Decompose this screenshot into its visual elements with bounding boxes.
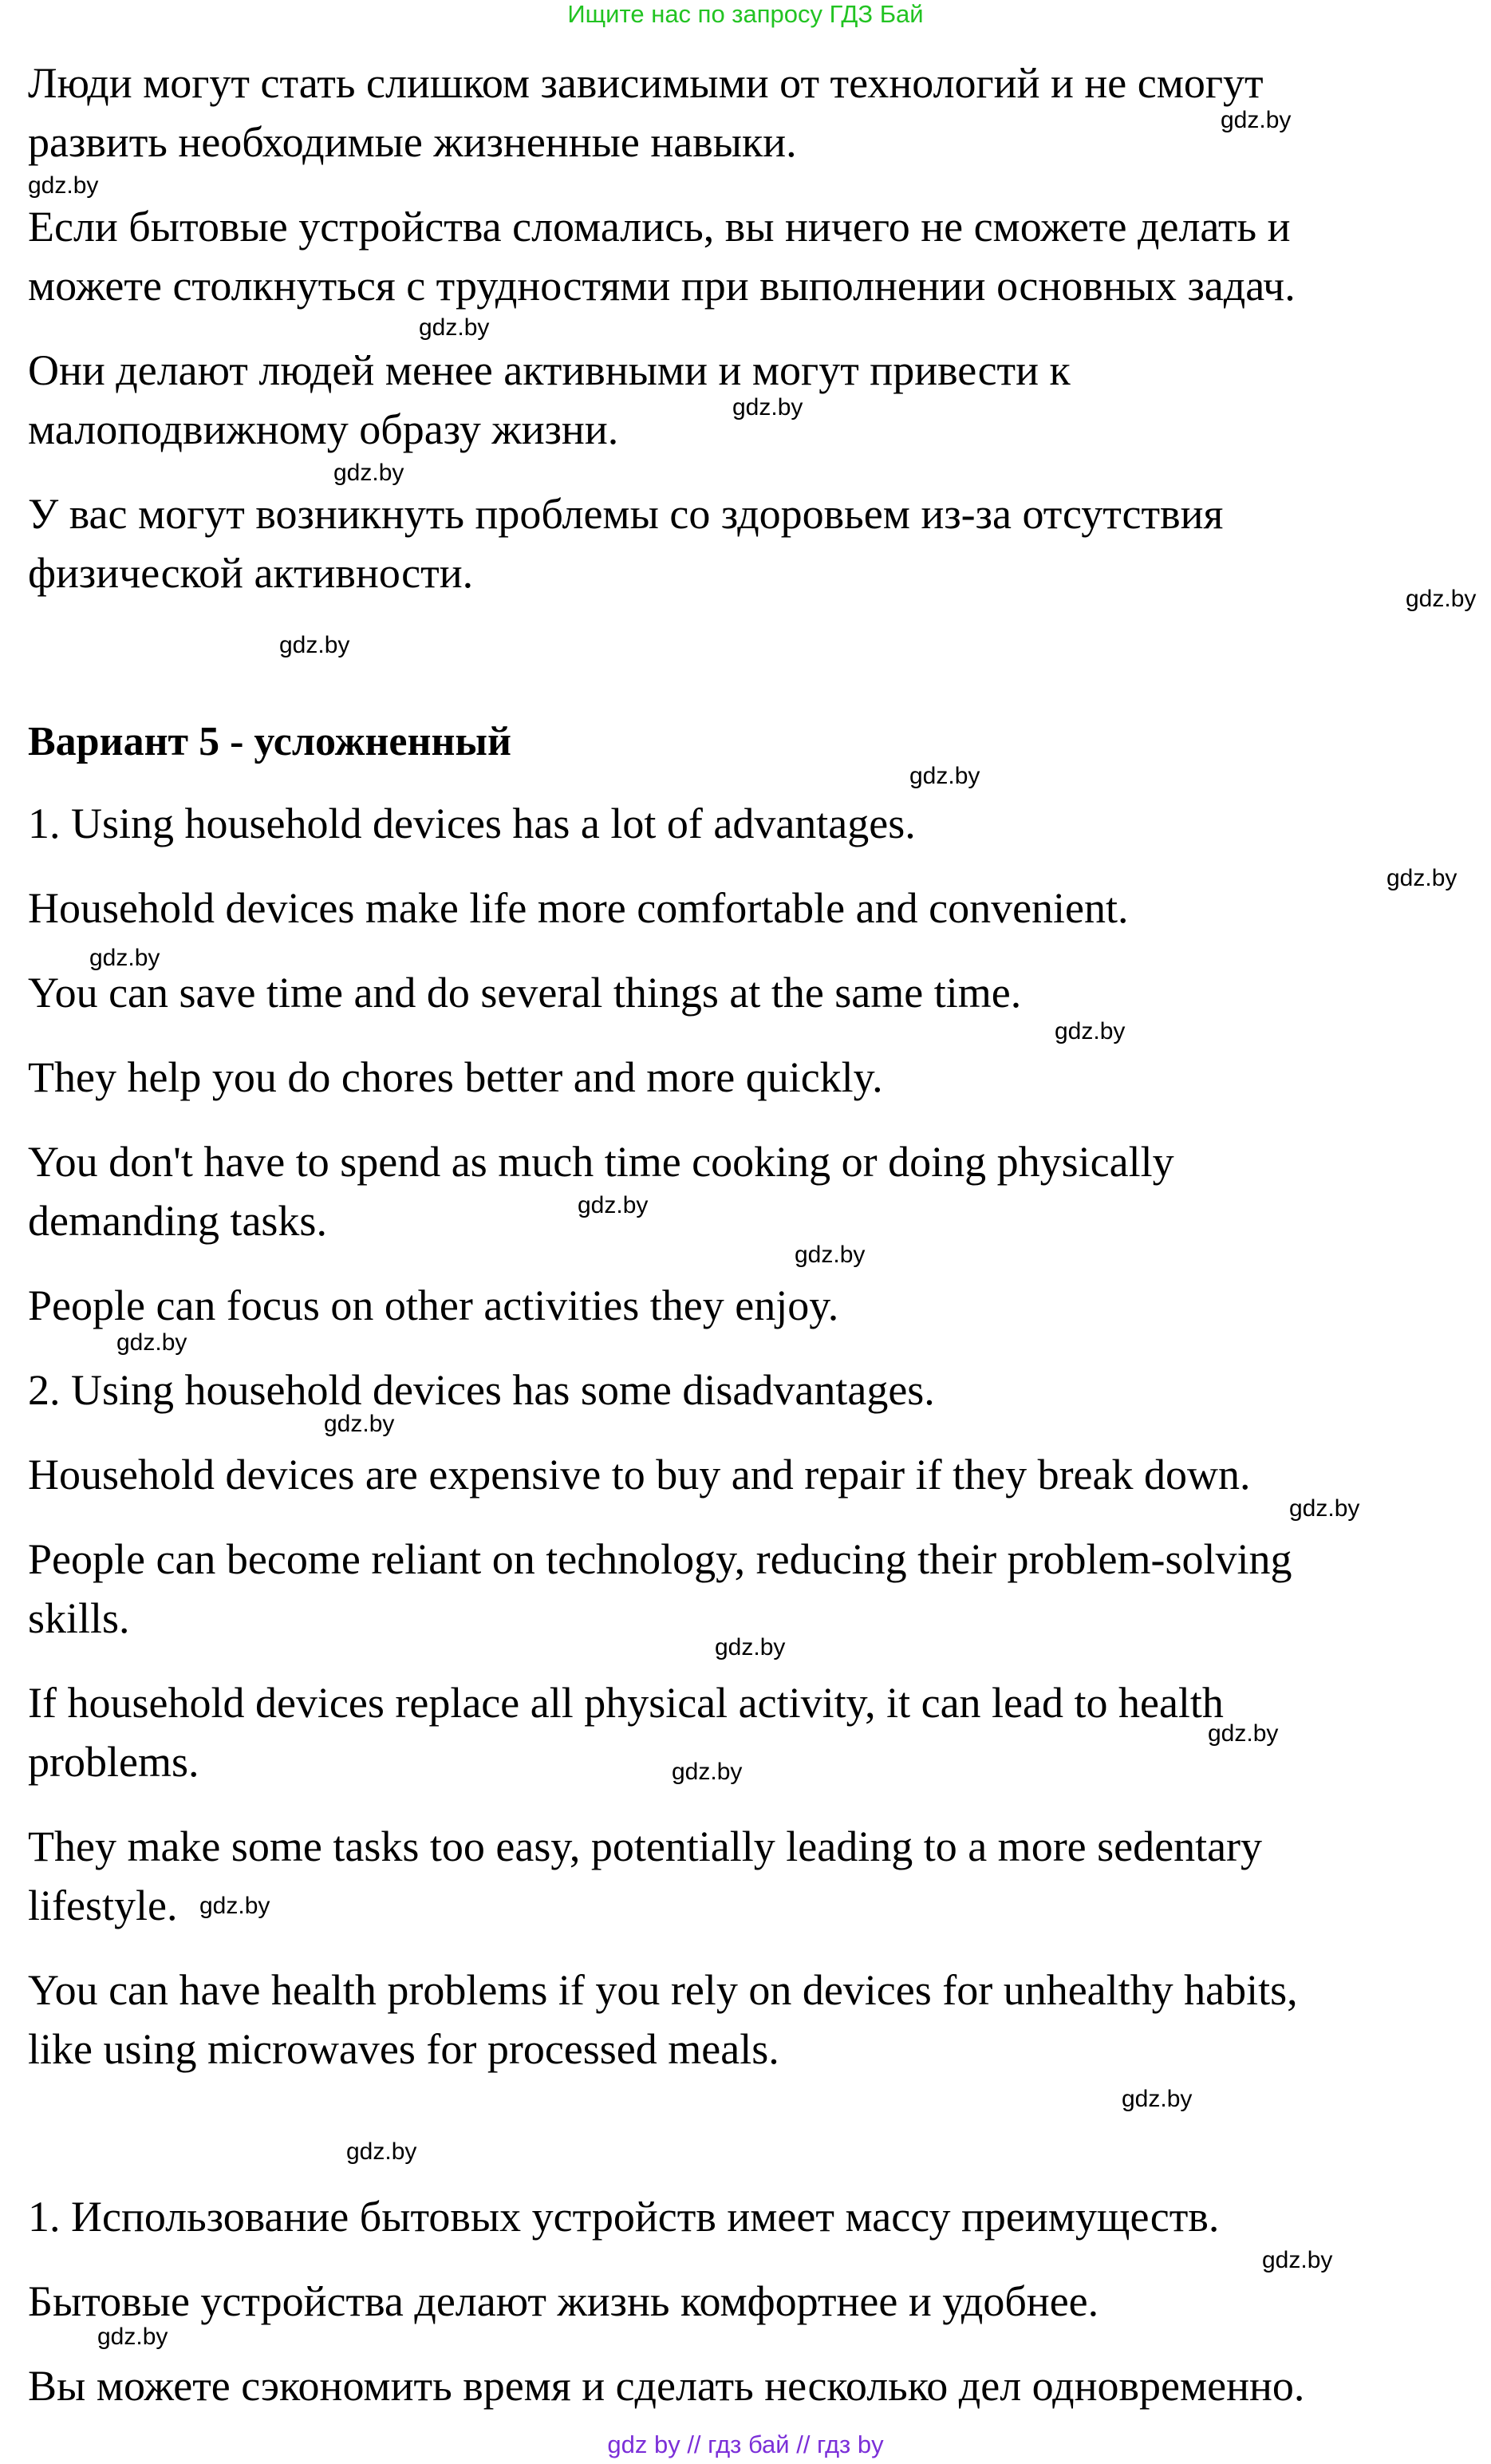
paragraph-line: People can become reliant on technology, reducing their problem-solving [28,1535,1292,1583]
paragraph-line: You can have health problems if you rely on devices for unhealthy habits, [28,1966,1298,2014]
watermark: gdz.by [324,1411,395,1437]
paragraph-line: Бытовые устройства делают жизнь комфортнее и удобнее. [28,2277,1099,2325]
paragraph-line: Люди могут стать слишком зависимыми от технологий и не смогут [28,59,1264,107]
paragraph-line: 1. Использование бытовых устройств имеет массу преимуществ. [28,2193,1220,2241]
paragraph-line: like using microwaves for processed meals. [28,2025,779,2073]
search-hint-link[interactable]: Ищите нас по запросу ГДЗ Бай [567,0,924,28]
paragraph-line: problems. [28,1738,199,1786]
watermark: gdz.by [715,1634,786,1660]
paragraph-line: demanding tasks. [28,1197,327,1245]
paragraph-line: If household devices replace all physical activity, it can lead to health [28,1679,1224,1727]
paragraph-line: You can save time and do several things at the same time. [28,969,1022,1017]
paragraph-line: развить необходимые жизненные навыки. [28,118,797,166]
watermark: gdz.by [672,1759,743,1785]
paragraph-line: skills. [28,1594,130,1642]
paragraph-line: 1. Using household devices has a lot of advantages. [28,800,916,847]
watermark: gdz.by [1055,1018,1126,1044]
watermark: gdz.by [1262,2247,1333,2273]
watermark: gdz.by [1122,2086,1193,2112]
paragraph-line: Если бытовые устройства сломались, вы ничего не сможете делать и [28,203,1291,251]
watermark: gdz.by [1386,865,1457,891]
paragraph-line: можете столкнуться с трудностями при выполнении основных задач. [28,262,1296,310]
paragraph-line: Они делают людей менее активными и могут привести к [28,346,1071,394]
paragraph-line: They help you do chores better and more quickly. [28,1053,883,1101]
watermark: gdz.by [279,632,350,658]
watermark: gdz.by [1289,1495,1360,1522]
section-heading: Вариант 5 - усложненный [28,719,511,764]
watermark: gdz.by [1406,586,1477,612]
footer-links[interactable]: gdz by // гдз бай // гдз by [607,2430,884,2458]
watermark: gdz.by [1221,107,1292,133]
watermark: gdz.by [333,460,404,486]
watermark: gdz.by [28,172,99,199]
paragraph-line: физической активности. [28,549,474,597]
paragraph-line: You don't have to spend as much time cooking or doing physically [28,1138,1174,1186]
paragraph-line: They make some tasks too easy, potentially leading to a more sedentary [28,1822,1263,1870]
paragraph-line: 2. Using household devices has some disadvantages. [28,1366,935,1414]
watermark: gdz.by [89,945,160,971]
paragraph-line: У вас могут возникнуть проблемы со здоровьем из-за отсутствия [28,490,1224,538]
paragraph-line: lifestyle. [28,1882,178,1929]
watermark: gdz.by [578,1192,649,1218]
watermark: gdz.by [732,394,803,421]
paragraph-line: Household devices make life more comfortable and convenient. [28,884,1129,932]
watermark: gdz.by [795,1242,866,1268]
watermark: gdz.by [1208,1720,1279,1747]
paragraph-line: малоподвижному образу жизни. [28,405,619,453]
watermark: gdz.by [97,2324,168,2350]
watermark: gdz.by [116,1329,187,1356]
watermark: gdz.by [199,1893,270,1919]
paragraph-line: Вы можете сэкономить время и сделать несколько дел одновременно. [28,2362,1305,2410]
watermark: gdz.by [346,2138,417,2165]
paragraph-line: Household devices are expensive to buy and repair if they break down. [28,1451,1251,1499]
paragraph-line: People can focus on other activities they enjoy. [28,1281,839,1329]
watermark: gdz.by [419,314,490,341]
watermark: gdz.by [909,763,980,789]
